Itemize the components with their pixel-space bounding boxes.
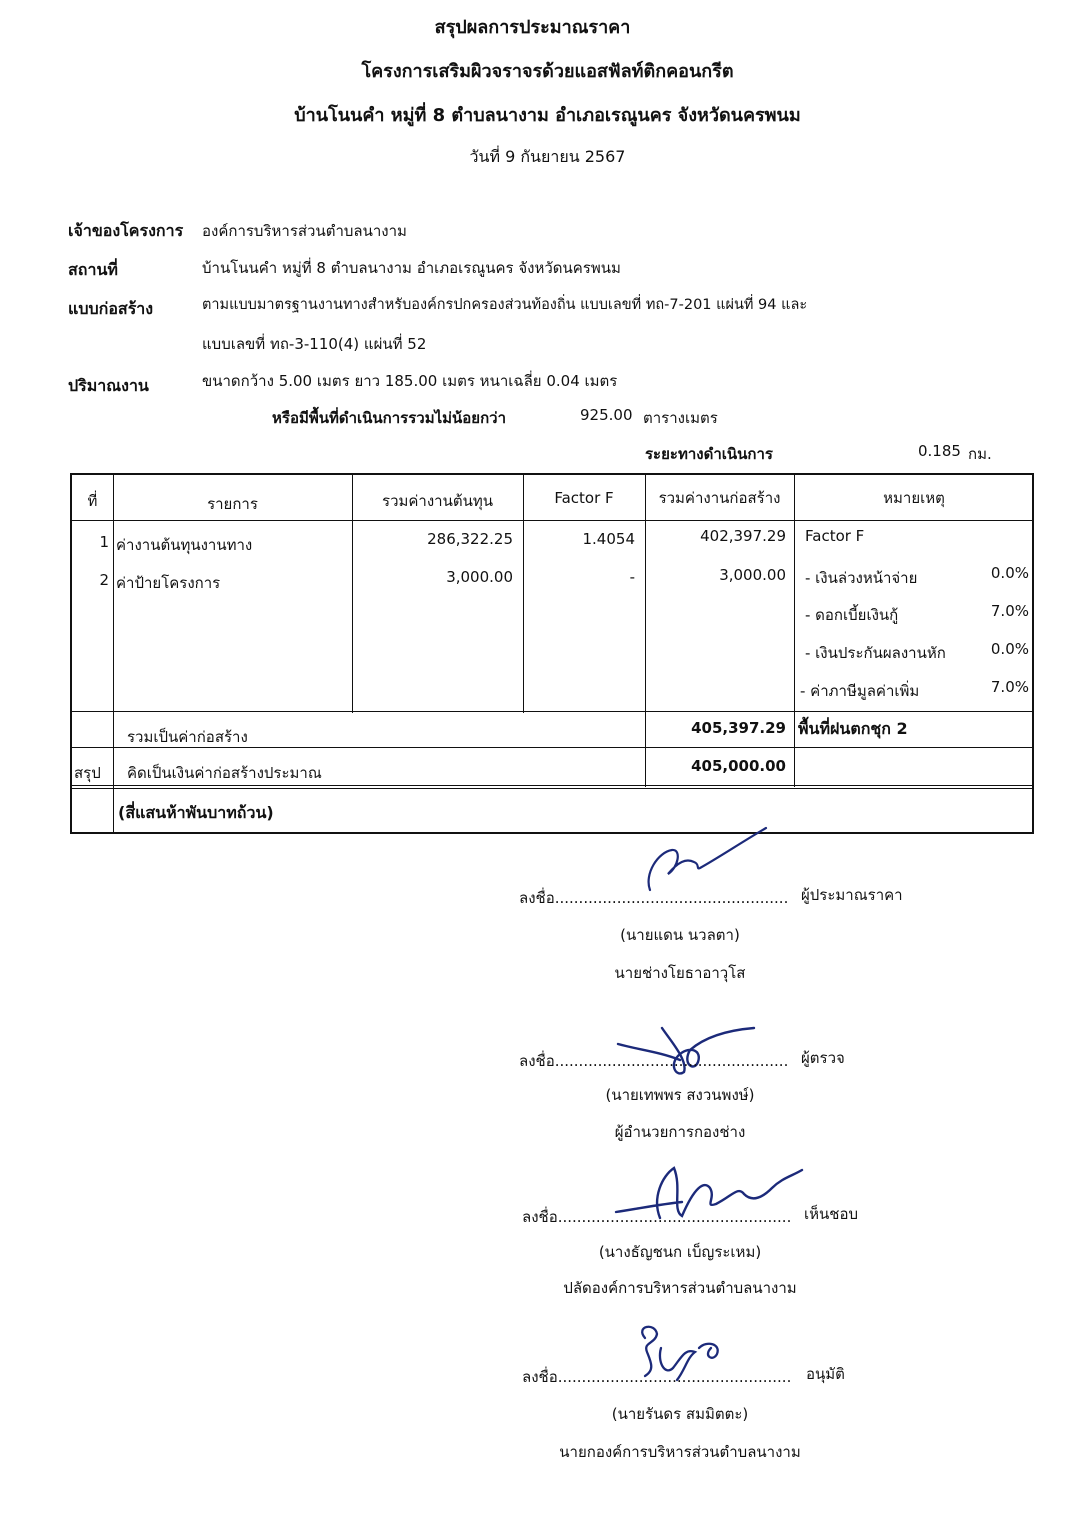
- cost-table: [70, 473, 1034, 834]
- sign-line: ลงชื่อ.................................................: [522, 1368, 792, 1386]
- sign-line: ลงชื่อ.................................................: [519, 1052, 789, 1070]
- remarks-title: Factor F: [805, 527, 865, 545]
- remarks-item-label: - เงินล่วงหน้าจ่าย: [805, 569, 918, 587]
- table-row-base-cost: 3,000.00: [446, 568, 513, 586]
- distance-value: 0.185: [918, 442, 961, 460]
- header-item: รายการ: [207, 495, 258, 513]
- area-unit: ตารางเมตร: [643, 409, 718, 427]
- signer-role: เห็นชอบ: [804, 1205, 858, 1223]
- table-row-item: ค่าป้ายโครงการ: [116, 574, 221, 592]
- remarks-item-value: 0.0%: [990, 640, 1029, 658]
- header-base-cost: รวมค่างานต้นทุน: [382, 492, 493, 510]
- signer-name: (นายรันดร สมมิตตะ): [611, 1405, 749, 1423]
- signer-position: นายกองค์การบริหารส่วนตำบลนางาม: [559, 1443, 801, 1461]
- signer-role: ผู้ตรวจ: [801, 1049, 845, 1067]
- doc-date: วันที่ 9 กันยายน 2567: [469, 147, 626, 166]
- area-label: หรือมีพื้นที่ดำเนินการรวมไม่น้อยกว่า: [272, 409, 507, 427]
- total-label: รวมเป็นค่าก่อสร้าง: [127, 728, 248, 746]
- table-row-factor: -: [629, 568, 635, 586]
- sign-line: ลงชื่อ.................................................: [519, 889, 789, 907]
- signer-name: (นายเทพพร สงวนพงษ์): [605, 1086, 755, 1104]
- area-value: 925.00: [580, 406, 633, 424]
- project-name: โครงการเสริมผิวจราจรด้วยแอสฟัลท์ติกคอนกรีต: [361, 61, 734, 82]
- design-value-1: ตามแบบมาตรฐานงานทางสำหรับองค์กรปกครองส่วนท้องถิ่น แบบเลขที่ ทถ-7-201 แผ่นที่ 94 และ: [202, 297, 808, 313]
- quantity-value: ขนาดกว้าง 5.00 เมตร ยาว 185.00 เมตร หนาเฉลี่ย 0.04 เมตร: [202, 372, 618, 390]
- project-location: บ้านโนนคำ หมู่ที่ 8 ตำบลนางาม อำเภอเรณูนคร จังหวัดนครพนม: [294, 105, 801, 126]
- total-value: 405,397.29: [691, 719, 786, 737]
- summary-text: คิดเป็นเงินค่าก่อสร้างประมาณ: [127, 764, 322, 782]
- owner-value: องค์การบริหารส่วนตำบลนางาม: [202, 222, 407, 240]
- rain-zone: พื้นที่ฝนตกชุก 2: [798, 719, 908, 738]
- remarks-item-label: - ดอกเบี้ยเงินกู้: [805, 606, 899, 624]
- table-row-construction-cost: 3,000.00: [719, 566, 786, 584]
- remarks-item-value: 0.0%: [990, 564, 1029, 582]
- signer-role: ผู้ประมาณราคา: [801, 886, 903, 904]
- remarks-item-value: 7.0%: [990, 678, 1029, 696]
- header-no: ที่: [87, 492, 98, 510]
- table-row-factor: 1.4054: [582, 530, 635, 548]
- signer-position: ปลัดองค์การบริหารส่วนตำบลนางาม: [563, 1279, 797, 1297]
- signer-name: (นางธัญชนก เบ็ญระเหม): [598, 1243, 762, 1261]
- place-label: สถานที่: [68, 260, 118, 279]
- signer-name: (นายแดน นวลตา): [620, 926, 740, 944]
- design-value-2: แบบเลขที่ ทถ-3-110(4) แผ่นที่ 52: [202, 335, 427, 353]
- table-row-no: 1: [99, 533, 109, 551]
- owner-label: เจ้าของโครงการ: [68, 221, 184, 240]
- design-label: แบบก่อสร้าง: [68, 299, 154, 318]
- table-row-base-cost: 286,322.25: [427, 530, 513, 548]
- amount-in-words: (สี่แสนห้าพันบาทถ้วน): [118, 803, 274, 822]
- distance-unit: กม.: [968, 445, 992, 463]
- table-row-item: ค่างานต้นทุนงานทาง: [116, 536, 253, 554]
- signer-position: ผู้อำนวยการกองช่าง: [614, 1123, 746, 1141]
- quantity-label: ปริมาณงาน: [68, 376, 149, 395]
- doc-title: สรุปผลการประมาณราคา: [434, 17, 631, 38]
- signer-role: อนุมัติ: [806, 1365, 845, 1383]
- remarks-item-label: - ค่าภาษีมูลค่าเพิ่ม: [800, 682, 920, 700]
- sign-line: ลงชื่อ.................................................: [522, 1208, 792, 1226]
- remarks-item-label: - เงินประกันผลงานหัก: [805, 644, 946, 662]
- table-row-no: 2: [99, 571, 109, 589]
- header-remarks: หมายเหตุ: [883, 489, 945, 507]
- signature-1: [638, 824, 778, 894]
- signer-position: นายช่างโยธาอาวุโส: [614, 964, 746, 982]
- table-row-construction-cost: 402,397.29: [700, 527, 786, 545]
- distance-label: ระยะทางดำเนินการ: [645, 445, 773, 463]
- place-value: บ้านโนนคำ หมู่ที่ 8 ตำบลนางาม อำเภอเรณูนคร จังหวัดนครพนม: [202, 259, 621, 277]
- remarks-item-value: 7.0%: [990, 602, 1029, 620]
- summary-label: สรุป: [74, 764, 101, 782]
- header-construction-cost: รวมค่างานก่อสร้าง: [658, 489, 781, 507]
- summary-value: 405,000.00: [691, 757, 786, 775]
- header-factor: Factor F: [554, 489, 614, 507]
